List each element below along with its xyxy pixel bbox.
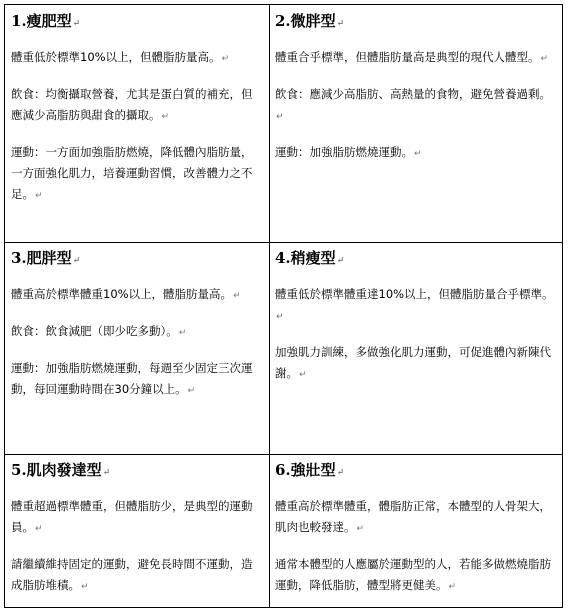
cell-title: 4.稍瘦型↵ [275, 249, 345, 267]
paragraph-mark: ↵ [221, 54, 230, 64]
cell-paragraph: 加強肌力訓練，多做強化肌力運動，可促進體內新陳代謝。↵ [275, 345, 551, 380]
cell-paragraph: 體重高於標準體重10%以上，體脂肪量高。↵ [11, 287, 241, 301]
paragraph-mark: ↵ [187, 386, 196, 396]
cell-obese-type [5, 242, 269, 454]
cell-paragraph: 體重低於標準體重達10%以上，但體脂肪量合乎標準。↵ [275, 287, 554, 322]
cell-strong-type [269, 454, 562, 607]
paragraph-mark: ↵ [72, 256, 81, 266]
cell-paragraph: 飲食：均衡攝取營養，尤其是蛋白質的補充，但應減少高脂肪與甜食的攝取。↵ [11, 87, 253, 122]
paragraph-mark: ↵ [178, 328, 187, 338]
paragraph-mark: ↵ [336, 468, 345, 478]
paragraph-mark: ↵ [102, 468, 111, 478]
paragraph-mark: ↵ [356, 524, 365, 534]
paragraph-mark: ↵ [276, 112, 284, 122]
cell-slightly-thin-type [269, 242, 562, 454]
cell-title: 2.微胖型↵ [275, 12, 345, 30]
cell-title: 6.強壯型↵ [275, 461, 345, 479]
paragraph-mark: ↵ [72, 19, 81, 29]
cell-paragraph: 飲食：飲食減肥（即少吃多動）。↵ [11, 324, 187, 338]
cell-muscular-type [5, 454, 269, 607]
cell-slightly-fat-type [269, 5, 562, 242]
paragraph-mark: ↵ [299, 370, 307, 380]
cell-paragraph: 體重合乎標準，但體脂肪量高是典型的現代人體型。↵ [275, 50, 549, 64]
cell-thin-fat-type [5, 5, 269, 242]
cell-paragraph: 飲食：應減少高脂肪、高熱量的食物，避免營養過剩。↵ [275, 87, 551, 122]
cell-title: 3.肥胖型↵ [11, 249, 81, 267]
paragraph-mark: ↵ [540, 54, 549, 64]
paragraph-mark: ↵ [81, 582, 89, 592]
cell-paragraph: 體重高於標準體重，體脂肪正常，本體型的人骨架大，肌肉也較發達。↵ [275, 499, 551, 534]
cell-paragraph: 體重超過標準體重，但體脂肪少，是典型的運動員。↵ [11, 499, 253, 534]
cell-paragraph: 體重低於標準10%以上，但體脂肪量高。↵ [11, 50, 230, 64]
paragraph-mark: ↵ [336, 19, 345, 29]
cell-paragraph: 運動：加強脂肪燃燒運動，每週至少固定三次運動，每回運動時間在30分鐘以上。↵ [11, 361, 253, 396]
cell-paragraph: 運動：加強脂肪燃燒運動。↵ [275, 145, 422, 159]
paragraph-mark: ↵ [448, 582, 457, 592]
cell-paragraph: 請繼續維持固定的運動，避免長時間不運動，造成脂肪堆積。↵ [11, 557, 253, 592]
cell-paragraph: 通常本體型的人應屬於運動型的人，若能多做燃燒脂肪運動，降低脂肪，體型將更健美。↵ [275, 557, 551, 592]
paragraph-mark: ↵ [414, 149, 422, 159]
body-type-table [4, 4, 563, 608]
paragraph-mark: ↵ [161, 112, 170, 122]
paragraph-mark: ↵ [276, 312, 284, 322]
cell-title: 1.瘦肥型↵ [11, 12, 81, 30]
paragraph-mark: ↵ [35, 524, 43, 534]
paragraph-mark: ↵ [233, 291, 241, 301]
cell-paragraph: 運動：一方面加強脂肪燃燒，降低體內脂肪量，一方面強化肌力，培養運動習慣，改善體力之不足。↵ [11, 145, 253, 201]
paragraph-mark: ↵ [336, 256, 345, 266]
cell-title: 5.肌肉發達型↵ [11, 461, 111, 479]
paragraph-mark: ↵ [35, 191, 43, 201]
